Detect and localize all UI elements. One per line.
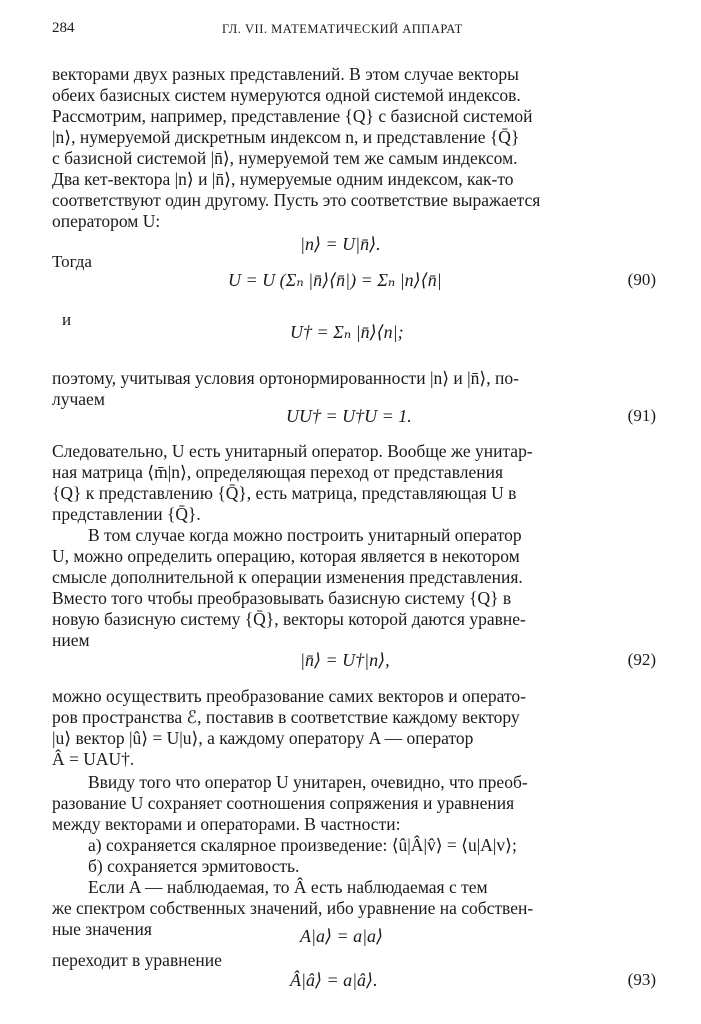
text-line: |u⟩ вектор |û⟩ = U|u⟩, а каждому оператору A — оператор [52, 728, 474, 748]
text-line: векторами двух разных представлений. В этом случае векторы [52, 64, 519, 84]
text-line: можно осуществить преобразование самих векторов и операто- [52, 686, 526, 706]
page-header [52, 20, 662, 44]
text-line: Два кет-вектора |n⟩ и |n̄⟩, нумеруемые одним индексом, как-то [52, 169, 514, 189]
text-line: переходит в уравнение [52, 950, 222, 970]
formula-90: U = U (Σₙ |n̄⟩⟨n̄|) = Σₙ |n⟩⟨n̄| [228, 270, 442, 290]
formula-eigen: A|a⟩ = a|a⟩ [300, 926, 384, 946]
running-head: ГЛ. VII. МАТЕМАТИЧЕСКИЙ АППАРАТ [222, 22, 463, 36]
text-line: Если A — наблюдаемая, то Â есть наблюдаемая с тем [88, 877, 488, 897]
formula-92: |n̄⟩ = U†|n⟩, [300, 650, 390, 670]
text-line: смысле дополнительной к операции изменения представления. [52, 567, 523, 587]
text-line: поэтому, учитывая условия ортонормированности |n⟩ и |n̄⟩, по- [52, 368, 519, 388]
equation-number-92: (92) [627, 650, 656, 669]
text-line: лучаем [52, 389, 105, 409]
text-line: Вместо того чтобы преобразовывать базисную систему {Q} в [52, 588, 512, 608]
text-line: представлении {Q̄}. [52, 504, 201, 524]
text-line: оператором U: [52, 211, 161, 231]
text-line: |n⟩, нумеруемой дискретным индексом n, и представление {Q̄} [52, 127, 520, 147]
formula-basis-relation: |n⟩ = U|n̄⟩. [300, 234, 381, 254]
text-line: {Q} к представлению {Q̄}, есть матрица, представляющая U в [52, 483, 517, 503]
text-line: Ввиду того что оператор U унитарен, очевидно, что преоб- [88, 772, 528, 792]
equation-number-93: (93) [627, 970, 656, 989]
formula-91: UU† = U†U = 1. [286, 406, 412, 426]
text-line: ров пространства ℰ, поставив в соответствие каждому вектору [52, 707, 520, 727]
formula-u-dagger: U† = Σₙ |n̄⟩⟨n|; [290, 322, 404, 342]
text-line: В том случае когда можно построить унитарный оператор [88, 525, 522, 545]
text-line: с базисной системой |n̄⟩, нумеруемой тем же самым индексом. [52, 148, 518, 168]
text-line: Â = UAU†. [52, 749, 135, 769]
text-line: а) сохраняется скалярное произведение: ⟨û|Â|v̂⟩ = ⟨u|A|v⟩; [88, 835, 517, 855]
text-line: обеих базисных систем нумеруются одной системой индексов. [52, 85, 521, 105]
text-line: соответствуют один другому. Пусть это соответствие выражается [52, 190, 541, 210]
text-line: между векторами и операторами. В частности: [52, 814, 401, 834]
label-i: и [62, 310, 72, 329]
text-line: ная матрица ⟨m̄|n⟩, определяющая переход от представления [52, 462, 504, 482]
text-line: нием [52, 630, 90, 650]
text-line: б) сохраняется эрмитовость. [88, 856, 300, 876]
text-line: разование U сохраняет соотношения сопряжения и уравнения [52, 793, 515, 813]
page-number: 284 [52, 20, 75, 36]
equation-number-90: (90) [627, 270, 656, 289]
label-togda: Тогда [52, 252, 92, 271]
formula-93: Â|â⟩ = a|â⟩. [290, 970, 378, 990]
text-line: U, можно определить операцию, которая является в некотором [52, 546, 520, 566]
text-line: Следовательно, U есть унитарный оператор. Вообще же унитар- [52, 441, 533, 461]
text-line: новую базисную систему {Q̄}, векторы которой даются уравне- [52, 609, 526, 629]
text-line: же спектром собственных значений, ибо уравнение на собствен- [52, 898, 534, 918]
text-line: Рассмотрим, например, представление {Q} с базисной системой [52, 106, 533, 126]
equation-number-91: (91) [627, 406, 656, 425]
text-line: ные значения [52, 919, 152, 939]
